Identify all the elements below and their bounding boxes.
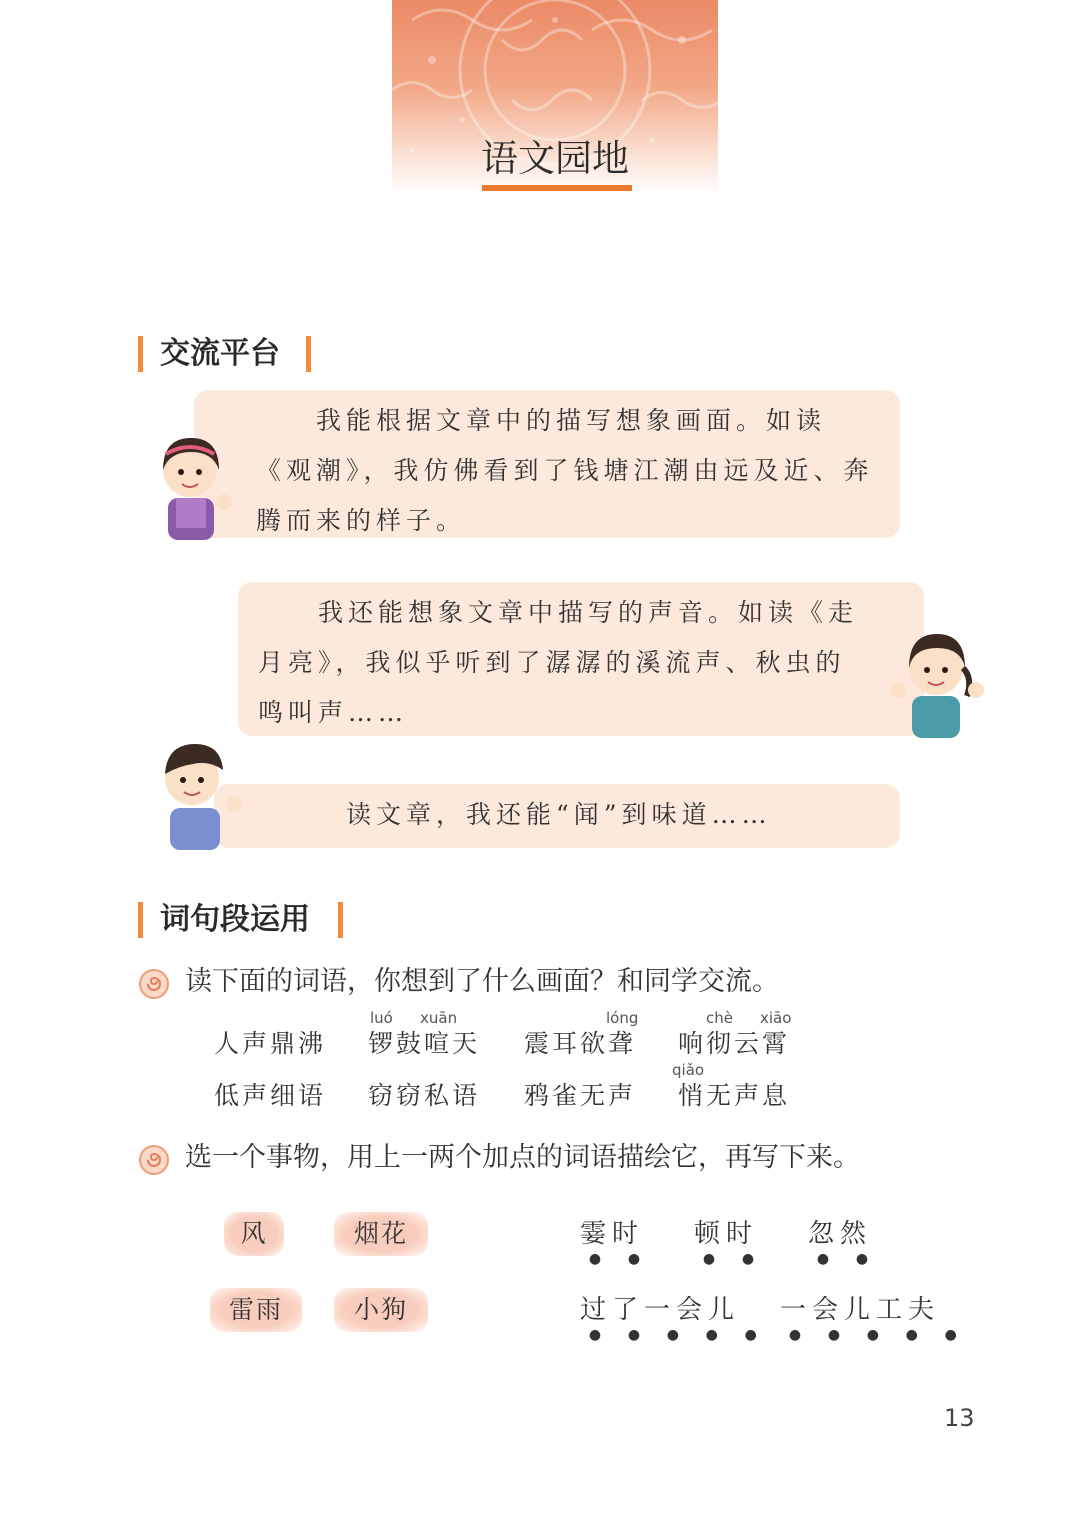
bubble-3-text: 读文章，我还能“闻”到味道……	[286, 800, 772, 829]
emphasis-dots: ● ●	[694, 1251, 755, 1267]
banner-title: 语文园地	[481, 137, 629, 180]
boy-character-icon	[150, 738, 246, 850]
pinyin-che: chè	[706, 1009, 733, 1027]
word-item: 锣鼓喧天	[368, 1029, 481, 1058]
bubble-2-text: 我还能想象文章中描写的声音。如读《走月亮》，我似乎听到了潺潺的溪流声、秋虫的鸣叫声……	[258, 598, 859, 727]
thing-chip: 小狗	[334, 1288, 428, 1332]
speech-bubble-3	[214, 784, 900, 848]
dotted-word	[580, 1292, 757, 1343]
pinyin-xuan: xuān	[420, 1009, 458, 1027]
swirl-bullet-icon	[138, 1144, 170, 1176]
emphasis-dots: ● ●	[808, 1251, 869, 1267]
section-heading-text: 交流平台	[160, 336, 280, 371]
heading-bar-left	[138, 336, 143, 372]
swirl-bullet-icon	[138, 968, 170, 1000]
thing-chip: 烟花	[334, 1212, 428, 1256]
thing-chip: 风	[224, 1212, 284, 1256]
pinyin-luo: luó	[370, 1009, 393, 1027]
heading-bar-left	[138, 902, 143, 938]
dotted-word-text: 忽然	[808, 1219, 873, 1249]
pinyin-qiao: qiǎo	[672, 1061, 705, 1079]
speech-bubble-1	[194, 390, 900, 538]
word-item: 低声细语	[214, 1081, 327, 1110]
emphasis-dots: ● ● ● ● ●	[580, 1327, 757, 1343]
speech-bubble-2	[238, 582, 924, 736]
instruction-2: 选一个事物，用上一两个加点的词语描绘它，再写下来。	[185, 1142, 860, 1173]
word-item: 窃窃私语	[368, 1081, 481, 1110]
pinyin-xiao: xiāo	[760, 1009, 792, 1027]
dotted-word-text: 顿时	[694, 1219, 759, 1249]
dotted-word	[694, 1216, 759, 1267]
banner-underline	[482, 185, 632, 191]
instruction-1: 读下面的词语，你想到了什么画面？和同学交流。	[185, 966, 779, 997]
dotted-word	[808, 1216, 873, 1267]
dotted-word	[780, 1292, 957, 1343]
dotted-word-text: 霎时	[580, 1219, 645, 1249]
pinyin-long: lóng	[606, 1009, 639, 1027]
word-item: 人声鼎沸	[214, 1029, 327, 1058]
bubble-1-text: 我能根据文章中的描写想象画面。如读《观潮》，我仿佛看到了钱塘江潮由远及近、奔腾而来的样子。	[256, 406, 874, 535]
emphasis-dots: ● ● ● ● ●	[780, 1327, 957, 1343]
page-number: 13	[944, 1404, 975, 1432]
dotted-word-text: 一会儿工夫	[780, 1295, 941, 1325]
word-item: 鸦雀无声	[524, 1081, 637, 1110]
heading-bar-right	[338, 902, 343, 938]
girl-character-icon	[146, 432, 236, 540]
word-item: 响彻云霄	[678, 1029, 791, 1058]
dotted-word	[580, 1216, 645, 1267]
heading-bar-right	[306, 336, 311, 372]
girl-character-2-icon	[888, 628, 984, 738]
dotted-word-text: 过了一会儿	[580, 1295, 741, 1325]
thing-chip: 雷雨	[210, 1288, 302, 1332]
header-banner	[392, 0, 718, 196]
emphasis-dots: ● ●	[580, 1251, 641, 1267]
word-item: 震耳欲聋	[524, 1029, 637, 1058]
section-heading-text: 词句段运用	[160, 902, 310, 937]
word-item: 悄无声息	[678, 1081, 791, 1110]
